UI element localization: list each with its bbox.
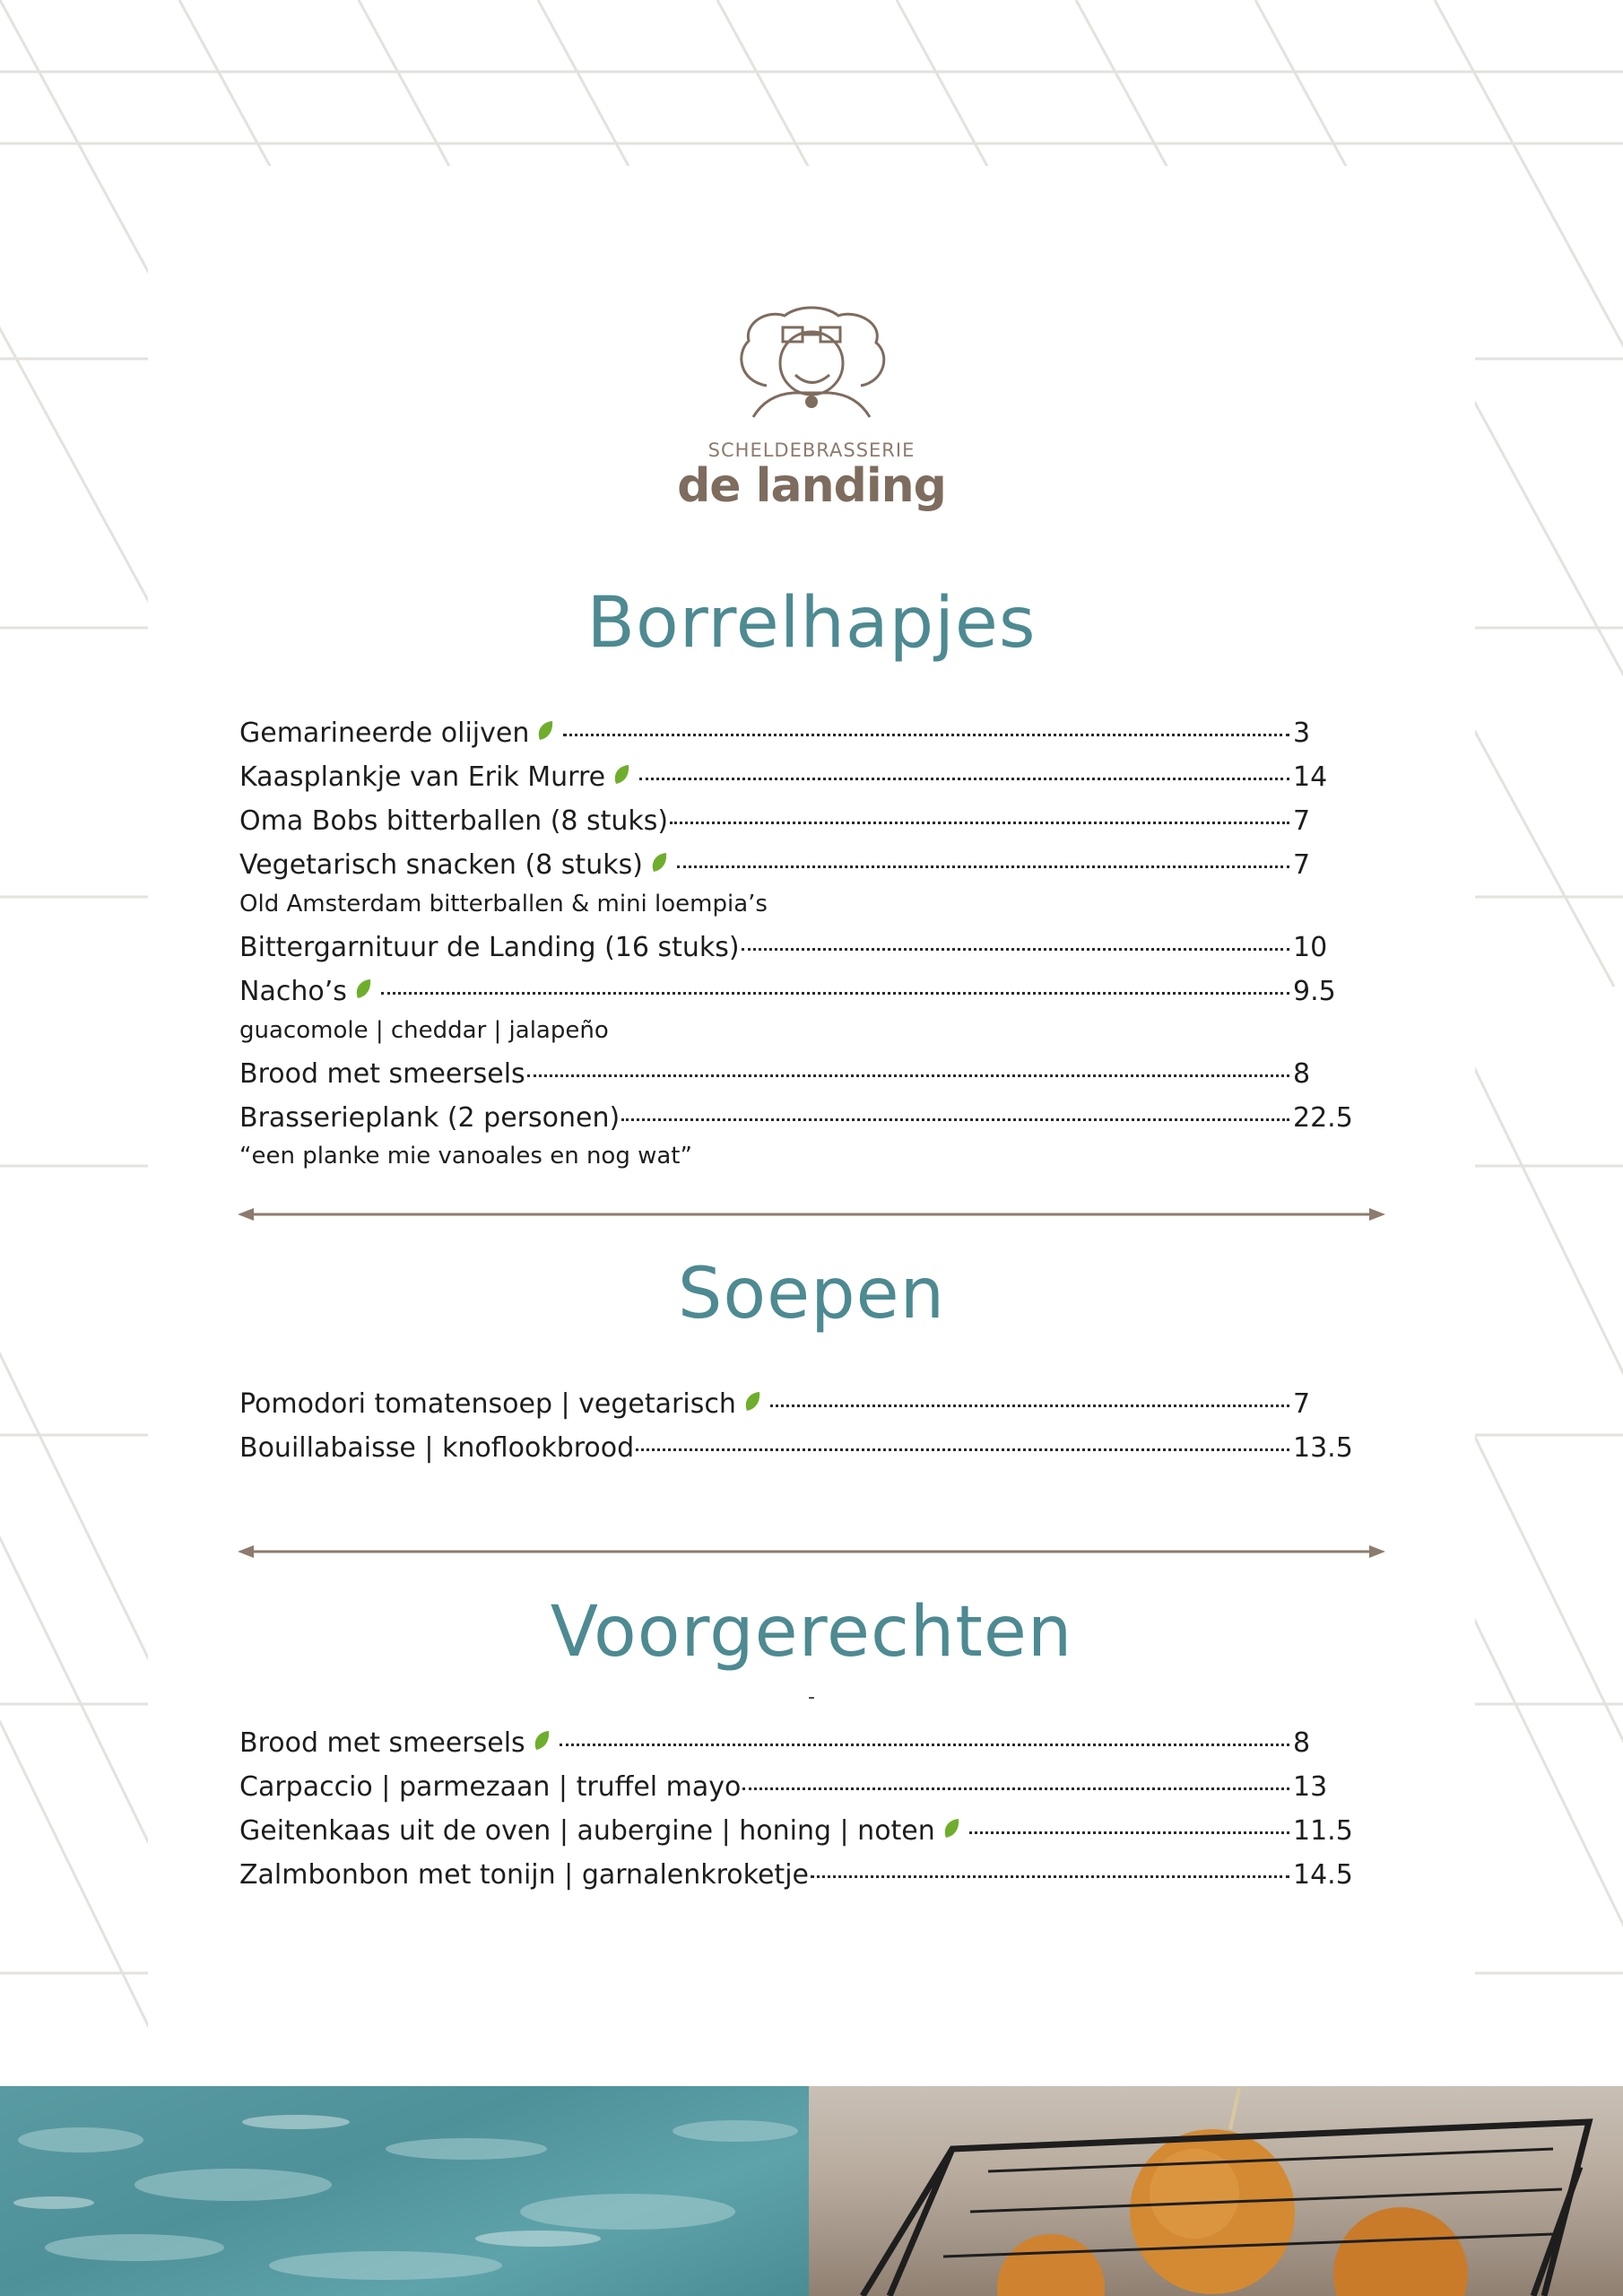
item-name: Vegetarisch snacken (8 stuks)	[239, 849, 643, 881]
dot-leader	[670, 821, 1289, 824]
dot-leader	[560, 1743, 1289, 1746]
item-name: Gemarineerde olijven	[239, 718, 530, 749]
dot-leader	[770, 1404, 1289, 1407]
bitterballen-basket-icon	[809, 2086, 1623, 2296]
menu-item	[239, 1432, 1360, 1468]
item-description: Old Amsterdam bitterballen & mini loempia’s	[239, 891, 768, 918]
item-price: 22.5	[1293, 1102, 1353, 1134]
water-foam-icon	[0, 2086, 809, 2296]
leaf-icon	[650, 852, 668, 874]
menu-item	[239, 718, 1360, 753]
brand-subtitle: SCHELDEBRASSERIE	[707, 439, 916, 461]
leaf-icon	[533, 1730, 551, 1752]
item-name: Pomodori tomatensoep | vegetarisch	[239, 1388, 736, 1420]
leaf-icon	[612, 764, 630, 786]
dot-leader	[811, 1874, 1289, 1878]
section-dash: -	[808, 1686, 815, 1709]
menu-item	[239, 805, 1360, 841]
item-price: 7	[1293, 1388, 1311, 1420]
item-price: 9.5	[1293, 976, 1336, 1007]
item-name: Geitenkaas uit de oven | aubergine | honing | noten	[239, 1815, 935, 1847]
menu-item	[239, 849, 1360, 885]
item-price: 8	[1293, 1058, 1311, 1090]
section-divider	[238, 1205, 1385, 1223]
item-name: Brasserieplank (2 personen)	[239, 1102, 621, 1134]
item-price: 13.5	[1293, 1432, 1353, 1464]
menu-item	[239, 1859, 1360, 1895]
menu-item	[239, 976, 1360, 1012]
dot-leader	[527, 1074, 1289, 1077]
leaf-icon	[354, 978, 372, 1000]
menu-item	[239, 1102, 1360, 1138]
mascot-face-icon	[731, 305, 892, 422]
menu-item	[239, 1815, 1360, 1851]
item-price: 7	[1293, 805, 1311, 837]
item-price: 13	[1293, 1771, 1328, 1803]
leaf-icon	[536, 720, 554, 742]
dot-leader	[677, 865, 1289, 868]
menu-item	[239, 1771, 1360, 1807]
section-title-voorgerechten: Voorgerechten	[550, 1592, 1073, 1673]
item-name: Brood met smeersels	[239, 1058, 525, 1090]
logo	[0, 305, 1623, 422]
item-name: Nacho’s	[239, 976, 347, 1007]
item-description: “een planke mie vanoales en nog wat”	[239, 1143, 692, 1170]
leaf-icon	[942, 1818, 960, 1839]
item-price: 3	[1293, 718, 1311, 749]
dot-leader	[381, 991, 1289, 995]
item-name: Bittergarnituur de Landing (16 stuks)	[239, 932, 740, 963]
dot-leader	[621, 1118, 1289, 1121]
leaf-icon	[743, 1391, 761, 1413]
item-name: Kaasplankje van Erik Murre	[239, 761, 606, 793]
menu-item	[239, 932, 1360, 968]
item-name: Carpaccio | parmezaan | truffel mayo	[239, 1771, 742, 1803]
item-name: Oma Bobs bitterballen (8 stuks)	[239, 805, 669, 837]
item-price: 7	[1293, 849, 1311, 881]
item-description: guacomole | cheddar | jalapeño	[239, 1017, 609, 1044]
brand-name: de landing	[677, 459, 946, 513]
menu-item	[239, 1388, 1360, 1424]
dot-leader	[563, 733, 1289, 736]
menu-item	[239, 761, 1360, 797]
dot-leader	[639, 777, 1289, 780]
section-title-soepen: Soepen	[677, 1254, 946, 1335]
item-price: 11.5	[1293, 1815, 1353, 1847]
menu-item	[239, 1058, 1360, 1094]
dot-leader	[969, 1831, 1289, 1834]
item-price: 14	[1293, 761, 1328, 793]
section-title-borrelhapjes: Borrelhapjes	[586, 583, 1037, 664]
dot-leader	[636, 1448, 1289, 1451]
menu-item	[239, 1727, 1360, 1763]
bitterballen-basket-photo	[809, 2086, 1623, 2296]
dot-leader	[742, 947, 1289, 951]
sea-water-photo	[0, 2086, 809, 2296]
item-price: 8	[1293, 1727, 1311, 1759]
section-divider	[238, 1543, 1385, 1561]
item-price: 10	[1293, 932, 1328, 963]
item-name: Zalmbonbon met tonijn | garnalenkroketje	[239, 1859, 809, 1891]
item-name: Brood met smeersels	[239, 1727, 525, 1759]
item-name: Bouillabaisse | knoflookbrood	[239, 1432, 635, 1464]
item-price: 14.5	[1293, 1859, 1353, 1891]
dot-leader	[742, 1787, 1289, 1790]
